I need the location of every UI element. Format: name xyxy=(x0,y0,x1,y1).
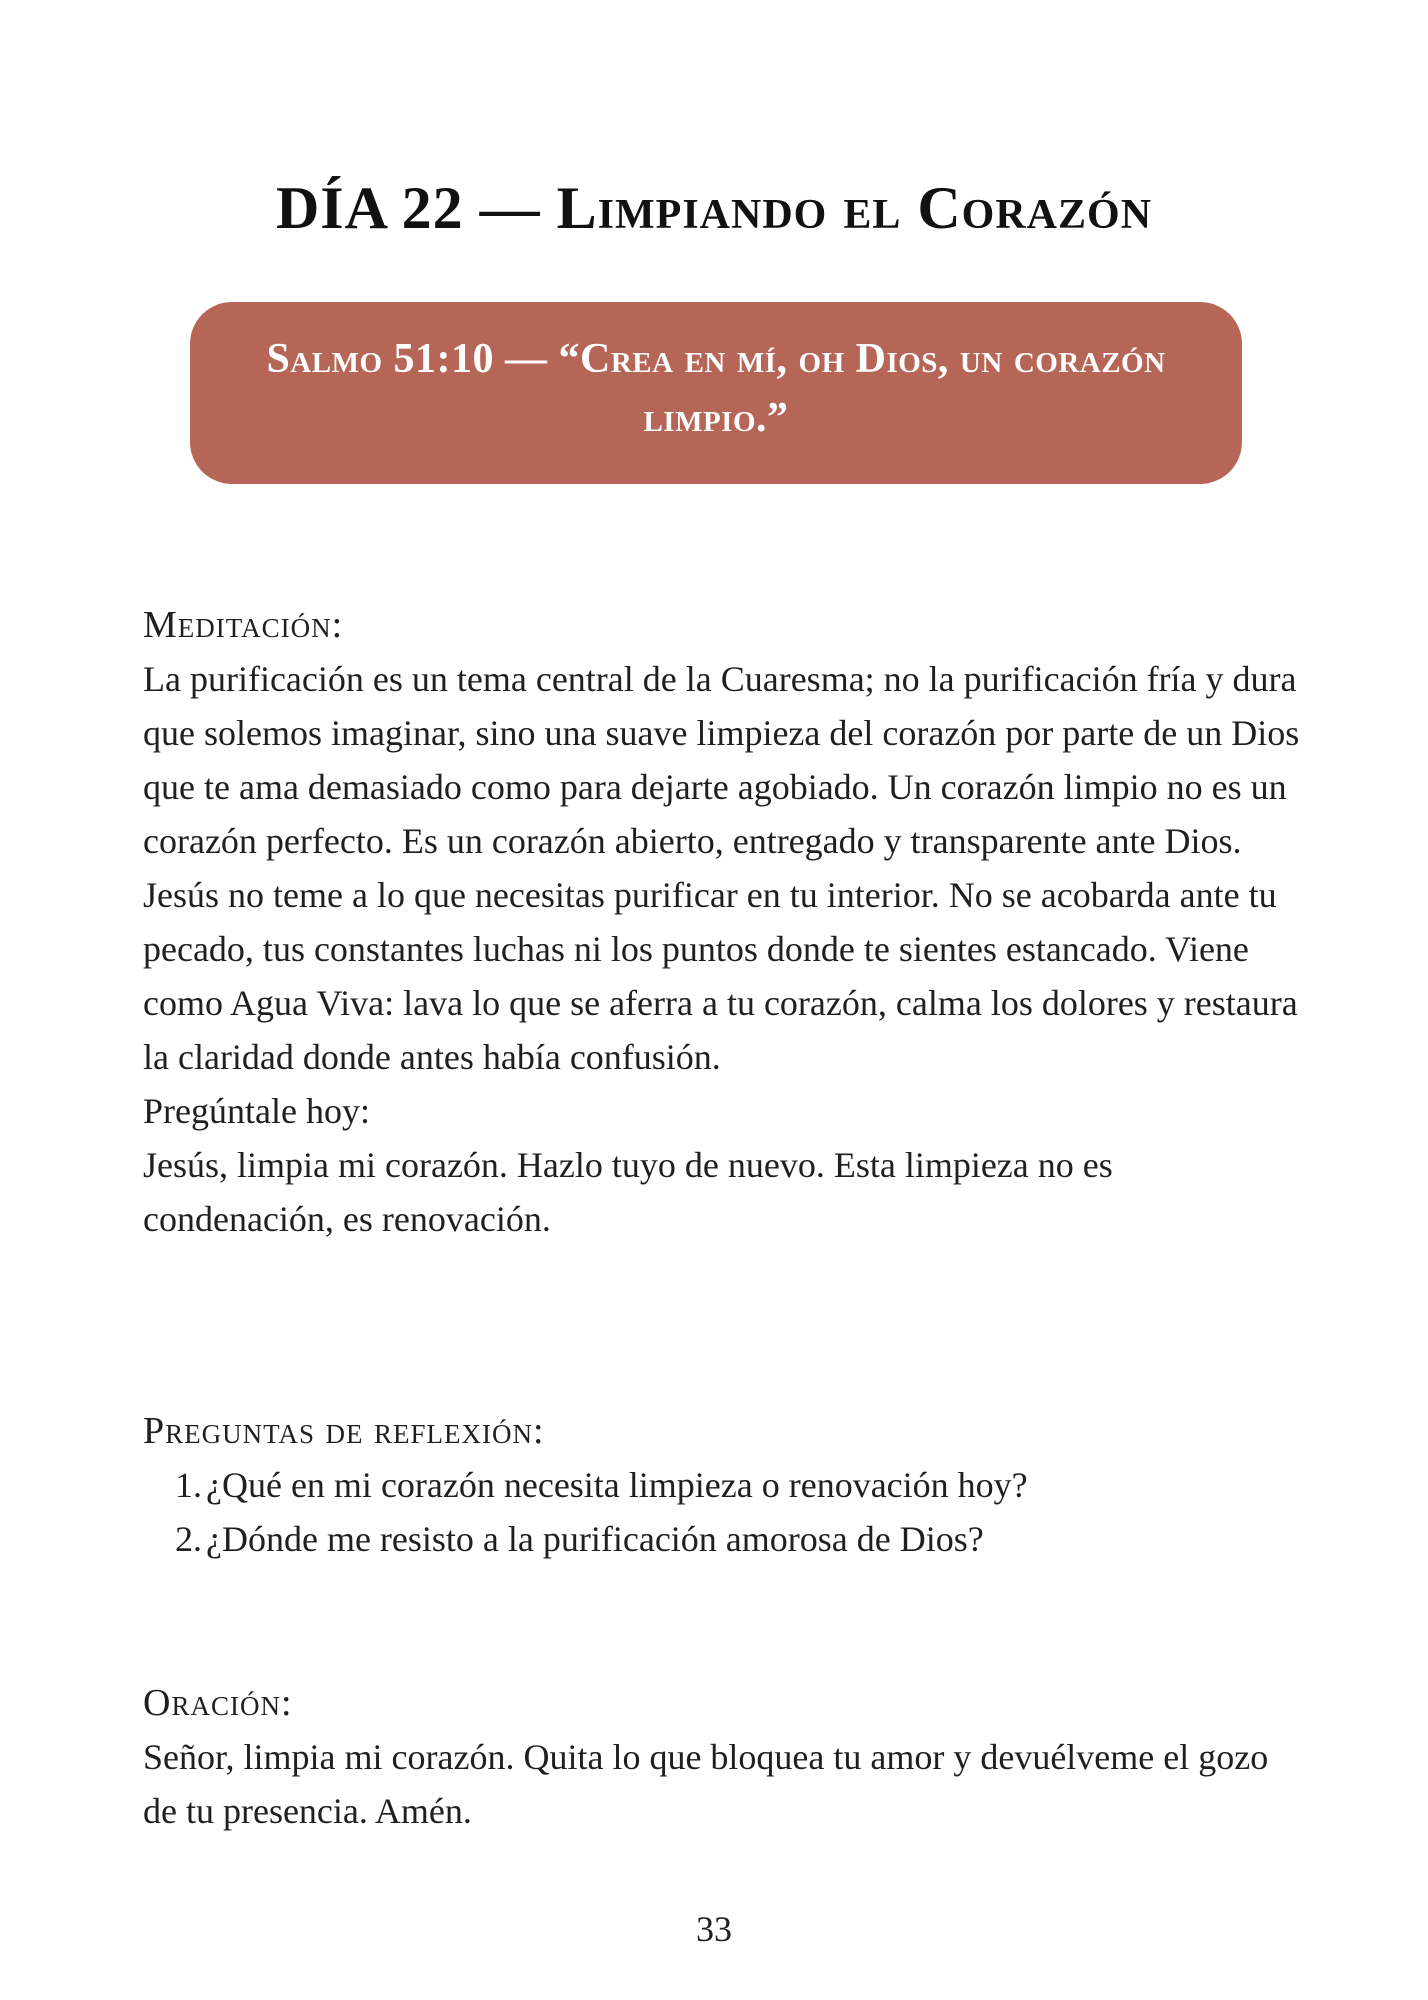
meditation-section xyxy=(143,598,1303,1246)
reflection-questions xyxy=(143,1458,1303,1566)
question-number: 1. xyxy=(175,1465,202,1505)
list-item xyxy=(175,1512,1303,1566)
meditation-paragraph: La purificación es un tema central de la Cuaresma; no la purificación fría y dura que solemos imaginar, sino una suave limpieza del corazón por parte de un Dios que te ama demasiado como para dejarte agobiado. Un corazón limpio no es un corazón perfecto. Es un corazón abierto, entregado y transparente ante Dios. xyxy=(143,659,1300,861)
meditation-heading: Meditación: xyxy=(143,604,344,646)
verse-text: Salmo 51:10 — “Crea en mí, oh Dios, un corazón limpio.” xyxy=(266,336,1166,441)
question-text: ¿Dónde me resisto a la purificación amorosa de Dios? xyxy=(206,1519,984,1559)
reflection-section xyxy=(143,1404,1303,1566)
page-title: DÍA 22 — Limpiando el Corazón xyxy=(275,175,1153,242)
list-item xyxy=(175,1458,1303,1512)
prayer-section xyxy=(143,1676,1303,1838)
question-number: 2. xyxy=(175,1519,202,1559)
prayer-text: Señor, limpia mi corazón. Quita lo que bloquea tu amor y devuélveme el gozo de tu presencia. Amén. xyxy=(143,1737,1269,1831)
page-number: 33 xyxy=(696,1909,732,1949)
meditation-paragraph: Pregúntale hoy: xyxy=(143,1091,370,1131)
reflection-heading: Preguntas de reflexión: xyxy=(143,1410,545,1452)
question-text: ¿Qué en mi corazón necesita limpieza o renovación hoy? xyxy=(206,1465,1028,1505)
prayer-heading: Oración: xyxy=(143,1682,293,1724)
verse-banner xyxy=(190,302,1242,484)
meditation-paragraph: Jesús, limpia mi corazón. Hazlo tuyo de nuevo. Esta limpieza no es condenación, es renovación. xyxy=(143,1145,1113,1239)
meditation-paragraph: Jesús no teme a lo que necesitas purificar en tu interior. No se acobarda ante tu pecado, tus constantes luchas ni los puntos donde te sientes estancado. Viene como Agua Viva: lava lo que se aferra a tu corazón, calma los dolores y restaura la claridad donde antes había confusión. xyxy=(143,875,1298,1077)
